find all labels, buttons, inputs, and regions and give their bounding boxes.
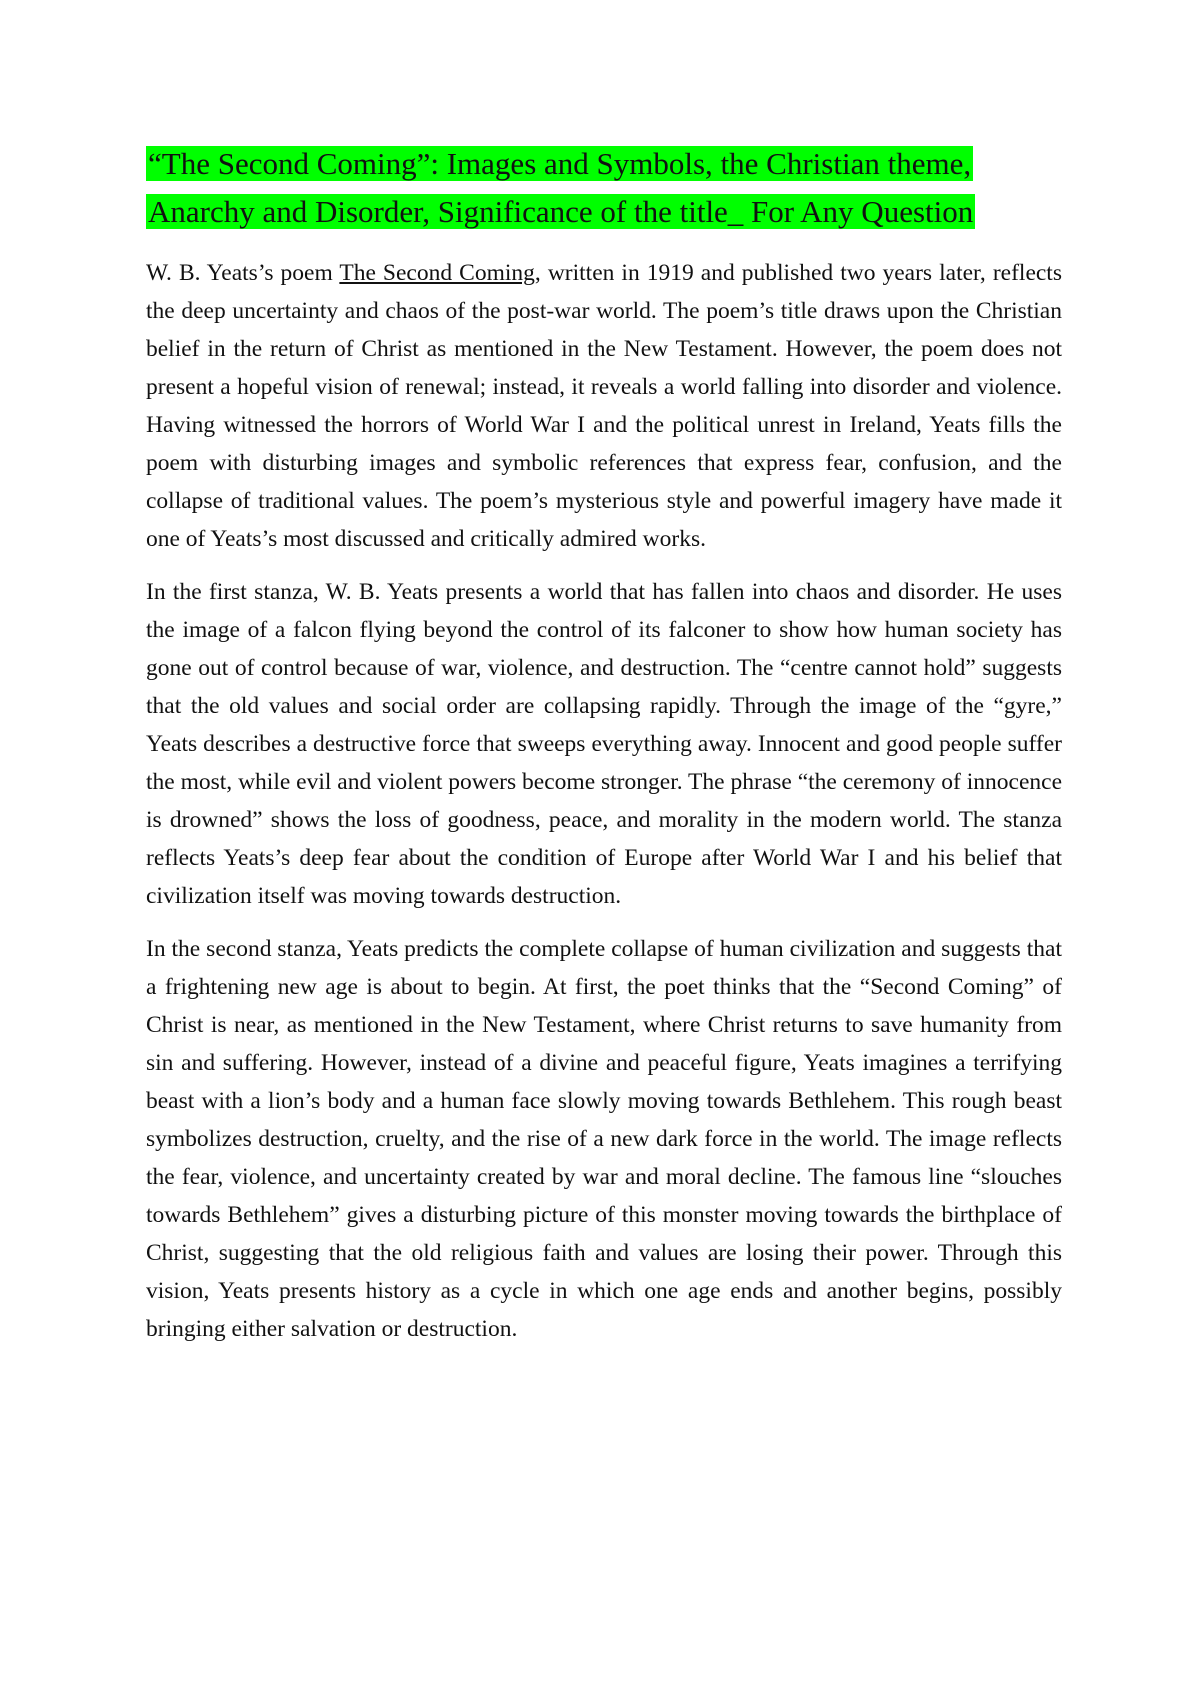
document-body: [146, 140, 1062, 1363]
intro-lead-text: W. B. Yeats’s poem: [146, 260, 340, 286]
highlighted-title-text: “The Second Coming”: Images and Symbols, the Christian theme, Anarchy and Disorder, Significance of the title_ For Any Question: [148, 146, 974, 229]
intro-paragraph: [146, 254, 1062, 558]
poem-title-underlined: The Second Coming: [339, 260, 535, 286]
second-stanza-paragraph: In the second stanza, Yeats predicts the complete collapse of human civilization and suggests that a frightening new age is about to begin. At first, the poet thinks that the “Second Coming” of Christ is near, as mentioned in the New Testament, where Christ returns to save humanity from sin and suffering. However, instead of a divine and peaceful figure, Yeats imagines a terrifying beast with a lion’s body and a human face slowly moving towards Bethlehem. This rough beast symbolizes destruction, cruelty, and the rise of a new dark force in the world. The image reflects the fear, violence, and uncertainty created by war and moral decline. The famous line “slouches towards Bethlehem” gives a disturbing picture of this monster moving towards the birthplace of Christ, suggesting that the old religious faith and values are losing their power. Through this vision, Yeats presents history as a cycle in which one age ends and another begins, possibly bringing either salvation or destruction.: [146, 936, 1062, 1342]
first-stanza-paragraph: In the first stanza, W. B. Yeats presents a world that has fallen into chaos and disorder. He uses the image of a falcon flying beyond the control of its falconer to show how human society has gone out of control because of war, violence, and destruction. The “centre cannot hold” suggests that the old values and social order are collapsing rapidly. Through the image of the “gyre,” Yeats describes a destructive force that sweeps everything away. Innocent and good people suffer the most, while evil and violent powers become stronger. The phrase “the ceremony of innocence is drowned” shows the loss of goodness, peace, and morality in the modern world. The stanza reflects Yeats’s deep fear about the condition of Europe after World War I and his belief that civilization itself was moving towards destruction.: [146, 579, 1062, 909]
intro-rest-text: , written in 1919 and published two years later, reflects the deep uncertainty and chaos of the post-war world. The poem’s title draws upon the Christian belief in the return of Christ as mentioned in the New Testament. However, the poem does not present a hopeful vision of renewal; instead, it reveals a world falling into disorder and violence. Having witnessed the horrors of World War I and the political unrest in Ireland, Yeats fills the poem with disturbing images and symbolic references that express fear, confusion, and the collapse of traditional values. The poem’s mysterious style and powerful imagery have made it one of Yeats’s most discussed and critically admired works.: [146, 260, 1062, 552]
document-title: [146, 140, 1062, 236]
